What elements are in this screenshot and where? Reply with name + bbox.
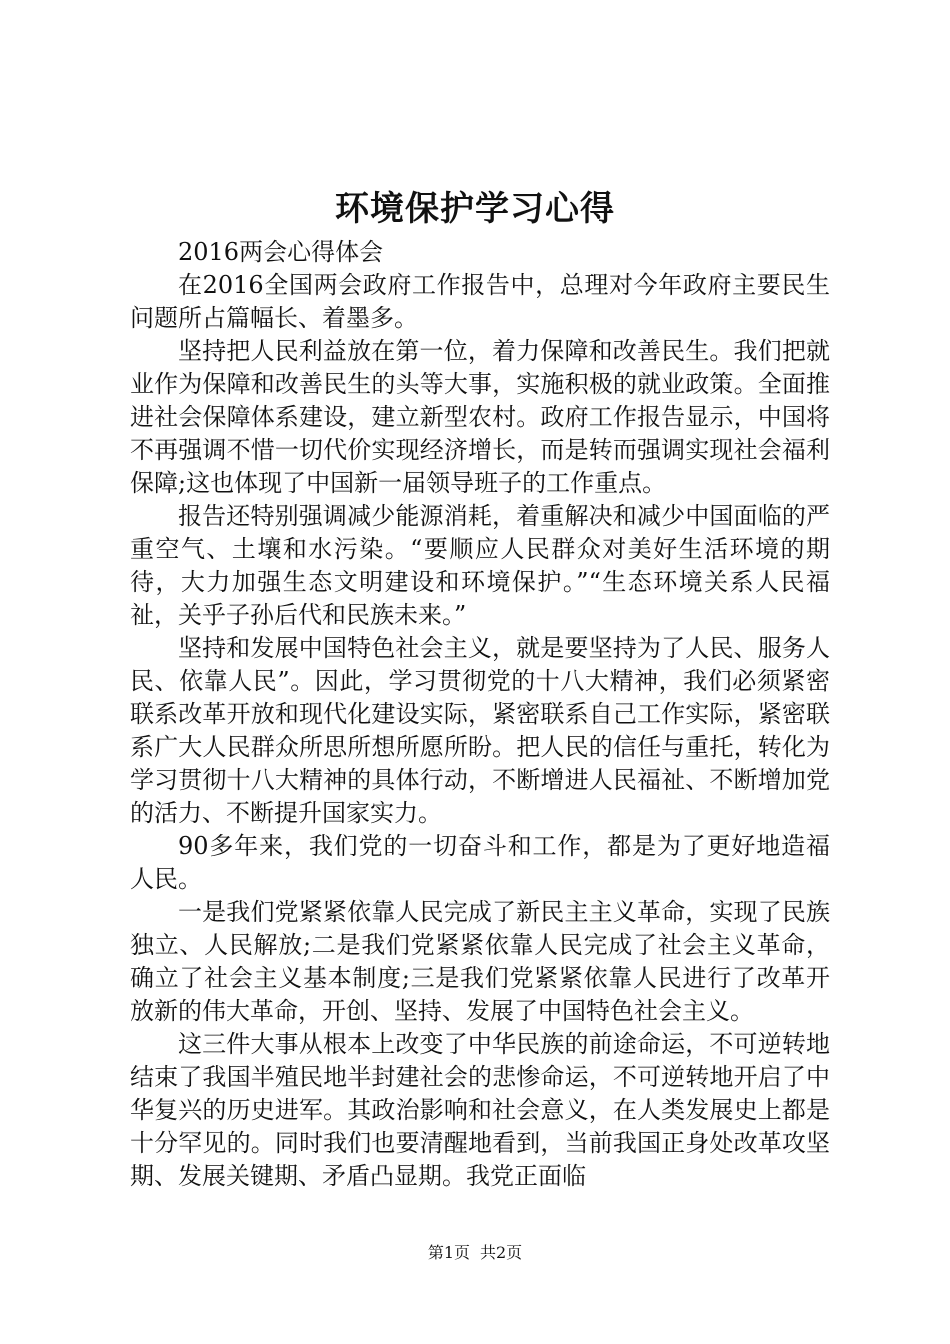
page-total: 共2页 xyxy=(480,1243,523,1262)
document-title: 环境保护学习心得 xyxy=(335,189,615,229)
paragraph: 一是我们党紧紧依靠人民完成了新民主主义革命，实现了民族独立、人民解放;二是我们党紧紧依靠人民完成了社会主义革命，确立了社会主义基本制度;三是我们党紧紧依靠人民进行了改革开放新的伟大革命，开创、坚持、发展了中国特色社会主义。 xyxy=(130,898,830,1025)
paragraph-subtitle: 2016两会心得体会 xyxy=(178,238,384,266)
paragraph: 坚持和发展中国特色社会主义，就是要坚持为了人民、服务人民、依靠人民”。因此，学习贯彻党的十八大精神，我们必须紧密联系改革开放和现代化建设实际，紧密联系自己工作实际，紧密联系广大人民群众所思所想所愿所盼。把人民的信任与重托，转化为学习贯彻十八大精神的具体行动，不断增进人民福祉、不断增加党的活力、不断提升国家实力。 xyxy=(130,634,830,827)
paragraph: 90多年来，我们党的一切奋斗和工作，都是为了更好地造福人民。 xyxy=(130,832,830,893)
paragraph: 在2016全国两会政府工作报告中，总理对今年政府主要民生问题所占篇幅长、着墨多。 xyxy=(130,271,830,332)
document-body xyxy=(130,236,830,1193)
paragraph: 坚持把人民利益放在第一位，着力保障和改善民生。我们把就业作为保障和改善民生的头等大事，实施积极的就业政策。全面推进社会保障体系建设，建立新型农村。政府工作报告显示，中国将不再强调不惜一切代价实现经济增长，而是转而强调实现社会福利保障;这也体现了中国新一届领导班子的工作重点。 xyxy=(130,337,830,497)
paragraph: 报告还特别强调减少能源消耗，着重解决和减少中国面临的严重空气、土壤和水污染。“要顺应人民群众对美好生活环境的期待，大力加强生态文明建设和环境保护。”“生态环境关系人民福祉，关乎子孙后代和民族未来。” xyxy=(130,502,830,629)
paragraph: 这三件大事从根本上改变了中华民族的前途命运，不可逆转地结束了我国半殖民地半封建社会的悲惨命运，不可逆转地开启了中华复兴的历史进军。其政治影响和社会意义，在人类发展史上都是十分罕见的。同时我们也要清醒地看到，当前我国正身处改革攻坚期、发展关键期、矛盾凸显期。我党正面临 xyxy=(130,1030,830,1190)
page-footer xyxy=(0,1242,950,1264)
page-number: 第1页 xyxy=(427,1243,470,1262)
